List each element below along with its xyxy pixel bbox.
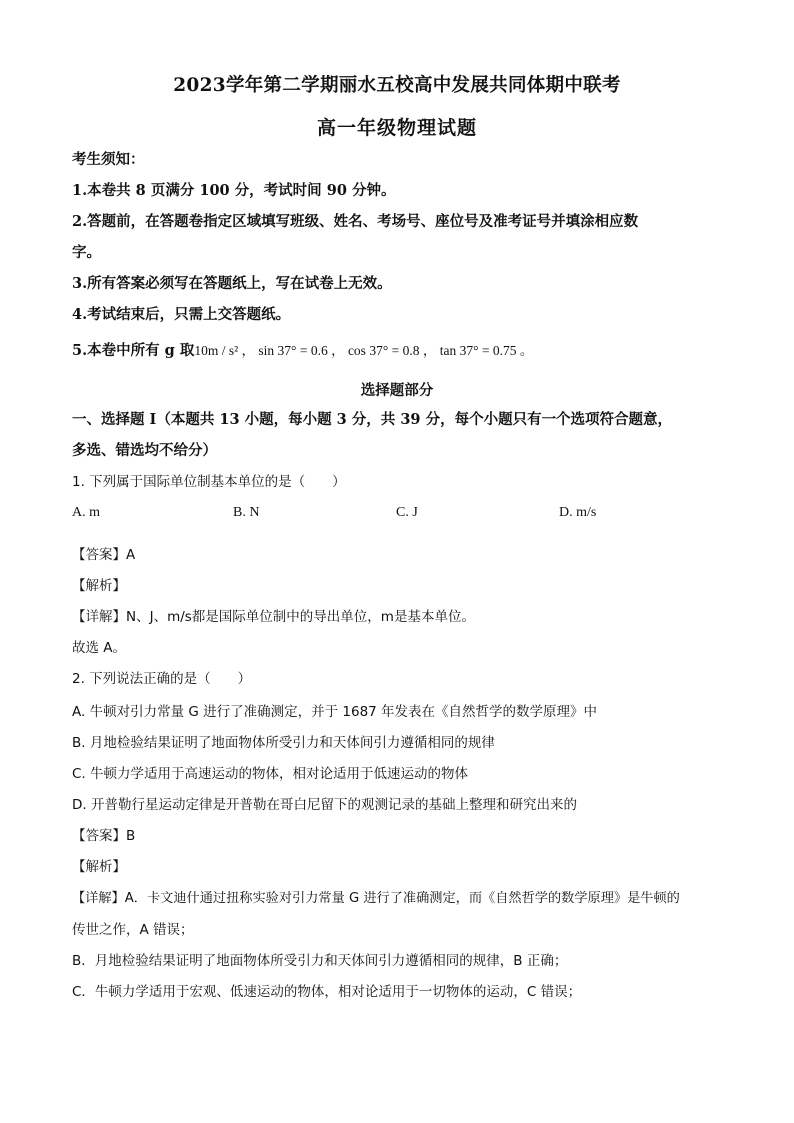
q1-answer: 【答案】A [72,547,136,563]
q2-stem: 2. 下列说法正确的是（ ） [72,671,252,687]
part1-heading: 一、选择题 I（本题共 13 小题，每小题 3 分，共 39 分，每个小题只有一个选项符合题意， [72,411,673,428]
notice-item-5-constants: 10m / s² ， sin 37° = 0.6 ， cos 37° = 0.8 ， tan 37° = 0.75 。 [194,343,534,358]
exam-title: 2023学年第二学期丽水五校高中发展共同体期中联考 [173,75,621,96]
notice-item-5-text: 5.本卷中所有 g 取 [72,342,195,359]
notice-heading: 考生须知： [72,151,145,168]
notice-item-4: 4.考试结束后，只需上交答题纸。 [72,306,291,323]
notice-item-2-cont: 字。 [72,244,101,261]
notice-item-2: 2.答题前，在答题卷指定区域填写班级、姓名、考场号、座位号及准考证号并填涂相应数 [72,213,639,230]
q1-conclusion: 故选 A。 [72,640,127,656]
q2-option-a: A. 牛顿对引力常量 G 进行了准确测定，并于 1687 年发表在《自然哲学的数学原理》中 [72,704,598,720]
q2-option-d: D. 开普勒行星运动定律是开普勒在哥白尼留下的观测记录的基础上整理和研究出来的 [72,797,577,813]
q2-option-c: C. 牛顿力学适用于高速运动的物体，相对论适用于低速运动的物体 [72,766,469,782]
q2-detail-a: 【详解】A．卡文迪什通过扭称实验对引力常量 G 进行了准确测定，而《自然哲学的数学原理》是牛顿的 [72,891,680,906]
q1-option-a: A. m [72,505,100,520]
q2-analysis-label: 【解析】 [72,859,126,875]
q1-detail: 【详解】N、J、m/s都是国际单位制中的导出单位，m是基本单位。 [72,609,475,625]
notice-item-1: 1.本卷共 8 页满分 100 分，考试时间 90 分钟。 [72,182,396,199]
q1-option-b: B. N [233,505,260,520]
part1-heading-cont: 多选、错选均不给分） [72,442,217,459]
q2-detail-c: C．牛顿力学适用于宏观、低速运动的物体，相对论适用于一切物体的运动，C 错误； [72,984,582,1000]
q2-option-b: B. 月地检验结果证明了地面物体所受引力和天体间引力遵循相同的规律 [72,735,495,751]
q2-detail-b: B．月地检验结果证明了地面物体所受引力和天体间引力遵循相同的规律，B 正确； [72,953,568,969]
q1-option-d: D. m/s [559,505,597,520]
notice-item-3: 3.所有答案必须写在答题纸上，写在试卷上无效。 [72,275,392,292]
q2-detail-a-cont: 传世之作，A 错误； [72,922,194,938]
q1-option-c: C. J [396,505,418,520]
q1-analysis-label: 【解析】 [72,578,126,594]
q1-stem: 1. 下列属于国际单位制基本单位的是（ ） [72,474,346,490]
notice-item-5 [72,341,732,361]
q2-answer: 【答案】B [72,828,136,844]
section-heading: 选择题部分 [360,382,434,399]
exam-subtitle: 高一年级物理试题 [316,117,477,139]
